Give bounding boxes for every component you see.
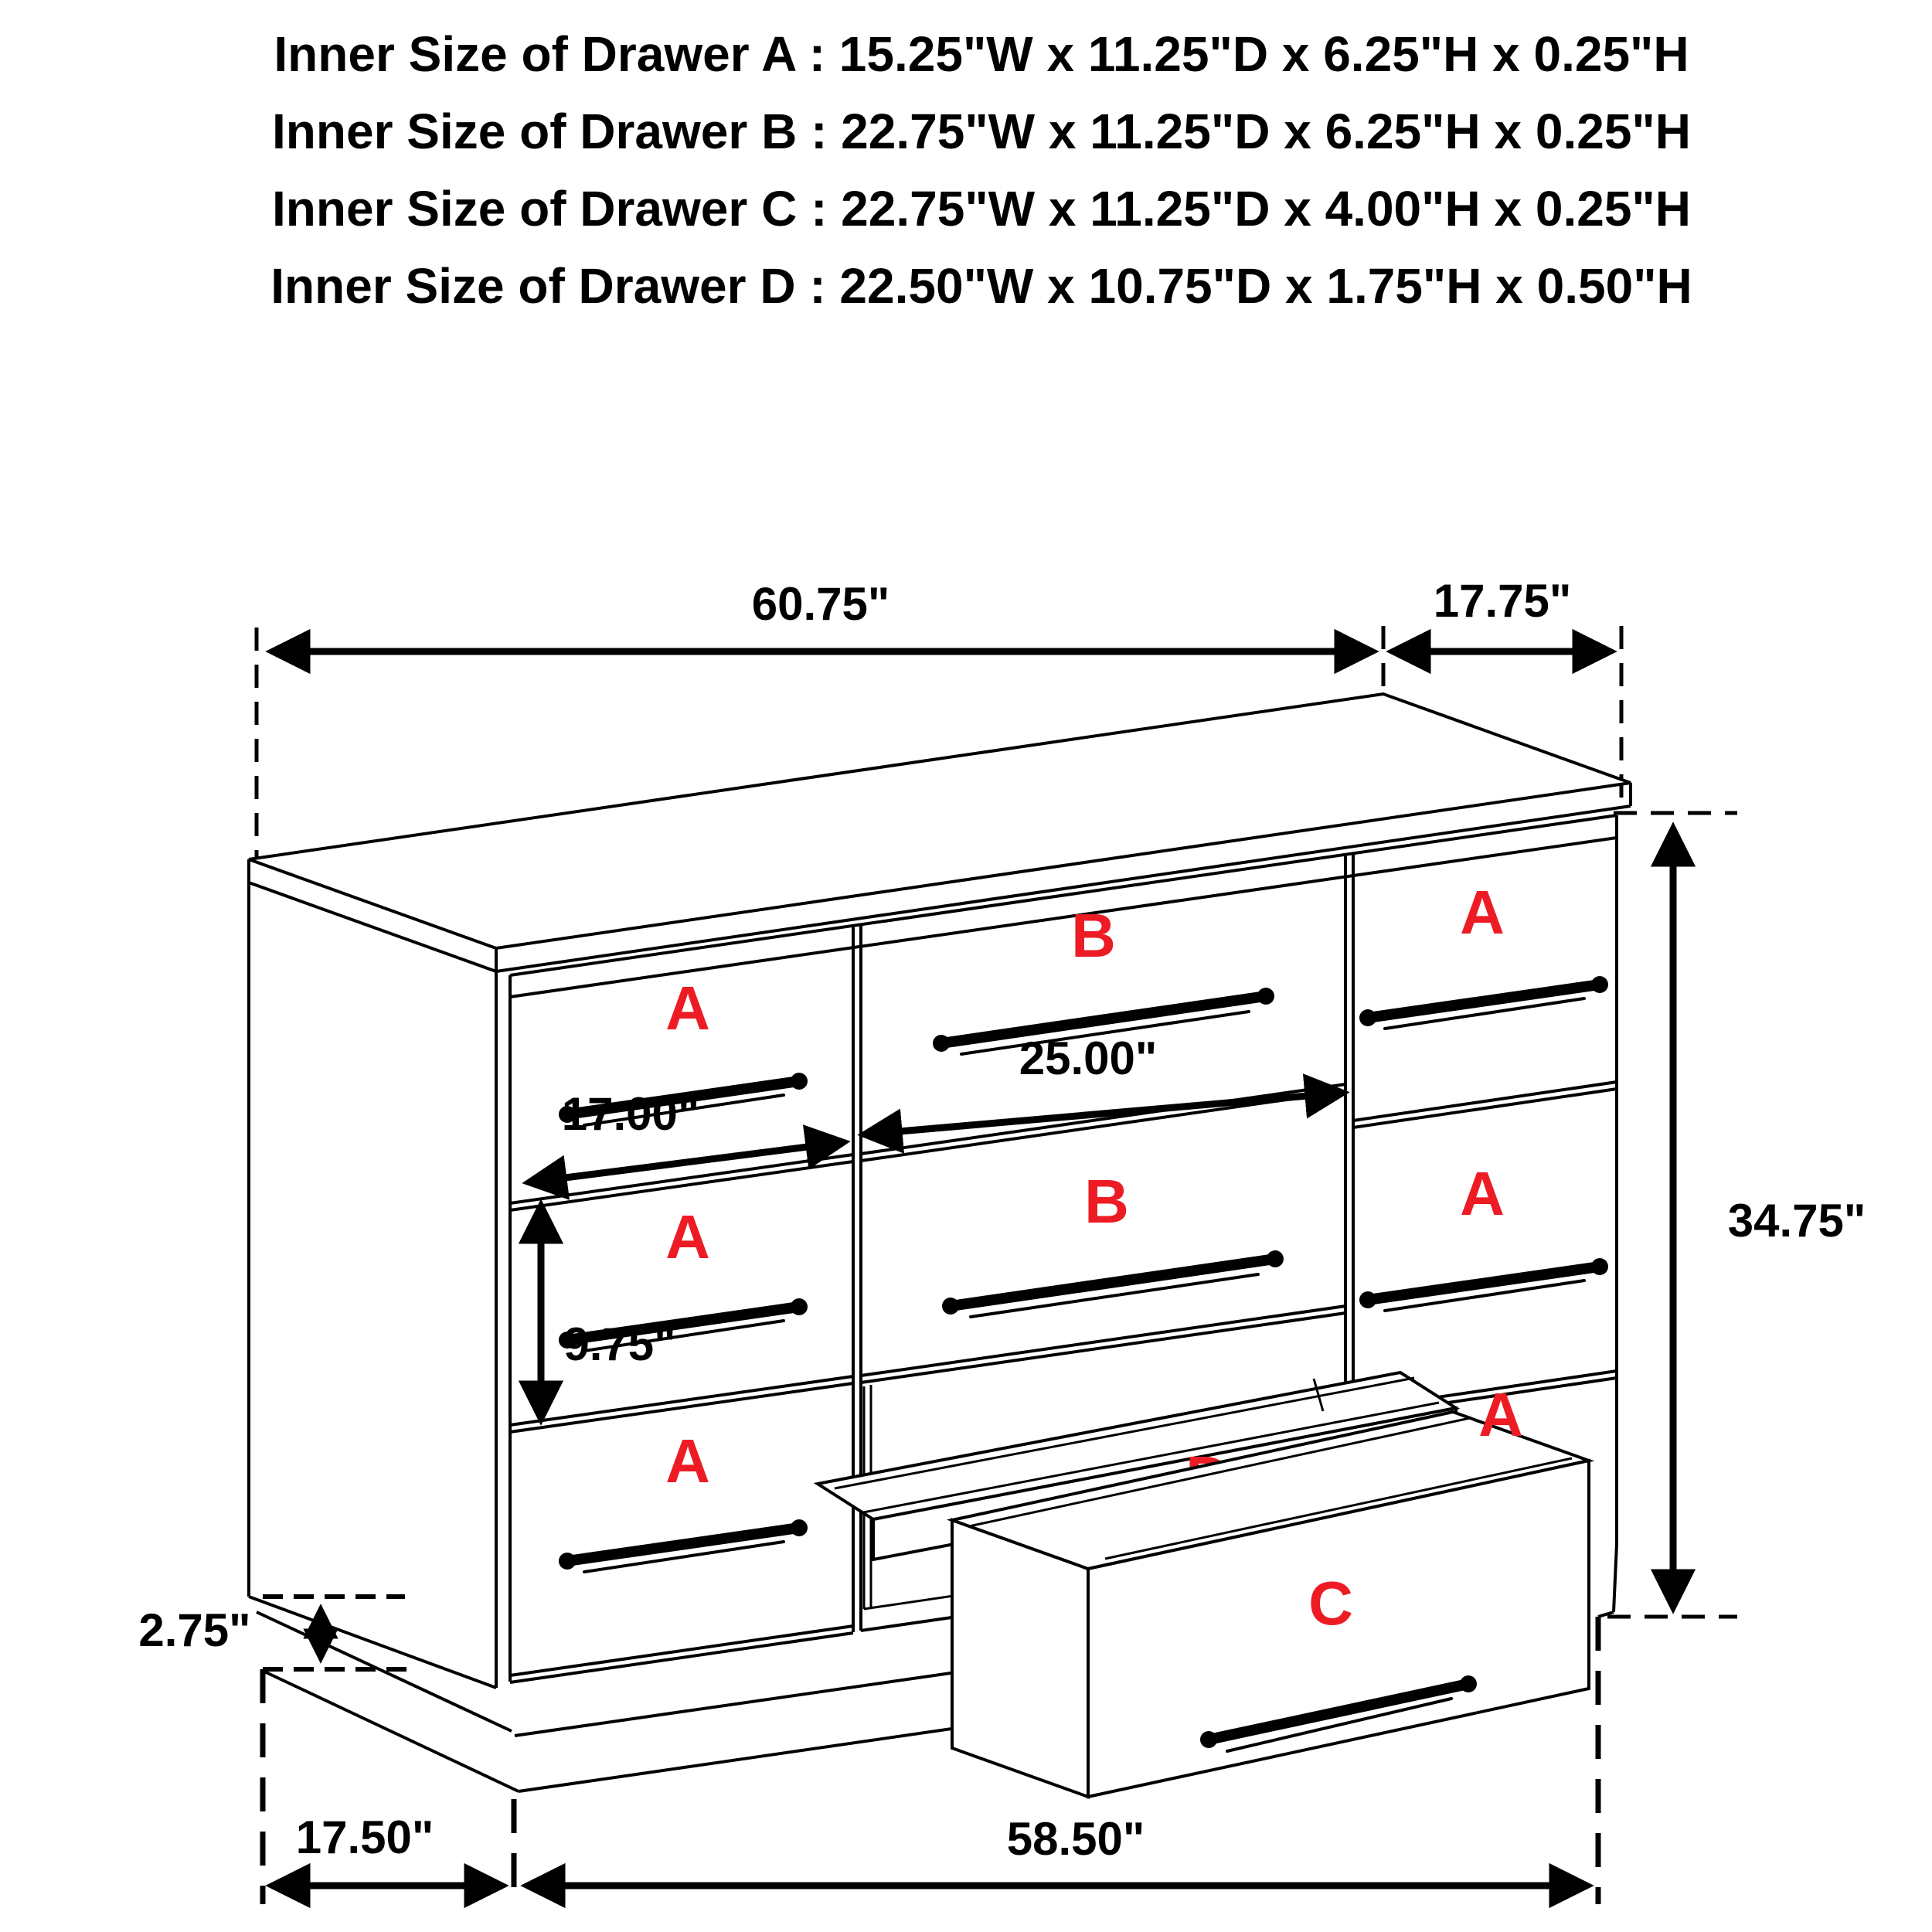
top-depth-label: 17.75" bbox=[1433, 575, 1572, 627]
drawer-b1-label: B bbox=[1071, 901, 1116, 970]
drawer-a-width-label: 17.00" bbox=[561, 1088, 700, 1140]
drawer-a3-right-label: A bbox=[1478, 1380, 1523, 1449]
drawer-b-width-label: 25.00" bbox=[1019, 1032, 1158, 1084]
overall-height-label: 34.75" bbox=[1727, 1195, 1866, 1247]
drawer-c-label: C bbox=[1308, 1569, 1353, 1638]
drawer-a1-left-label: A bbox=[665, 974, 710, 1043]
row2-sep-mid-2 bbox=[861, 1313, 1345, 1383]
plinth-right-edge bbox=[1614, 1544, 1617, 1612]
row2-sep-mid bbox=[861, 1306, 1345, 1376]
top-width-label: 60.75" bbox=[751, 578, 890, 630]
bottom-rail-left-2 bbox=[510, 1633, 853, 1682]
drawer-b-width-arrow bbox=[864, 1093, 1343, 1134]
base-width-label: 58.50" bbox=[1006, 1813, 1145, 1865]
drawer-a-spec: Inner Size of Drawer A : 15.25"W x 11.25"D x 6.25"H x 0.25"H bbox=[274, 26, 1689, 82]
drawer-a-height-label: 9.75" bbox=[563, 1318, 676, 1370]
drawer-a2-right-label: A bbox=[1460, 1159, 1505, 1228]
drawer-c-spec: Inner Size of Drawer C : 22.75"W x 11.25"D x 4.00"H x 0.25"H bbox=[272, 181, 1691, 236]
drawer-a1-right-label: A bbox=[1460, 878, 1505, 947]
drawer-a2-right-handle bbox=[1359, 1258, 1608, 1311]
top-surface bbox=[249, 694, 1631, 948]
row1-sep-mid bbox=[861, 1084, 1345, 1154]
drawer-a1-right-handle bbox=[1359, 976, 1608, 1029]
drawer-a3-left-handle bbox=[559, 1519, 808, 1572]
row1-sep-right-2 bbox=[1353, 1089, 1617, 1128]
bottom-rail-left bbox=[510, 1626, 853, 1675]
drawer-d-spec: Inner Size of Drawer D : 22.50"W x 10.75"D x 1.75"H x 0.50"H bbox=[270, 258, 1692, 314]
drawer-b2-label: B bbox=[1084, 1167, 1129, 1236]
title-block bbox=[270, 26, 1692, 314]
base-depth-label: 17.50" bbox=[295, 1811, 434, 1863]
base-height-label: 2.75" bbox=[138, 1604, 251, 1656]
plinth-side-floor-edge bbox=[263, 1671, 519, 1791]
height-dimension bbox=[1607, 813, 1866, 1617]
row2-sep-left-2 bbox=[510, 1383, 853, 1432]
drawer-a2-left-label: A bbox=[665, 1202, 710, 1271]
drawer-b-spec: Inner Size of Drawer B : 22.75"W x 11.25"D x 6.25"H x 0.25"H bbox=[272, 104, 1691, 159]
drawer-a3-left-label: A bbox=[665, 1427, 710, 1495]
row2-sep-left bbox=[510, 1376, 853, 1425]
side-panel-bottom-edge bbox=[249, 1597, 496, 1688]
row1-sep-right bbox=[1353, 1082, 1617, 1121]
interior-dimensions bbox=[529, 1032, 1343, 1419]
drawer-b2-handle bbox=[942, 1250, 1284, 1317]
